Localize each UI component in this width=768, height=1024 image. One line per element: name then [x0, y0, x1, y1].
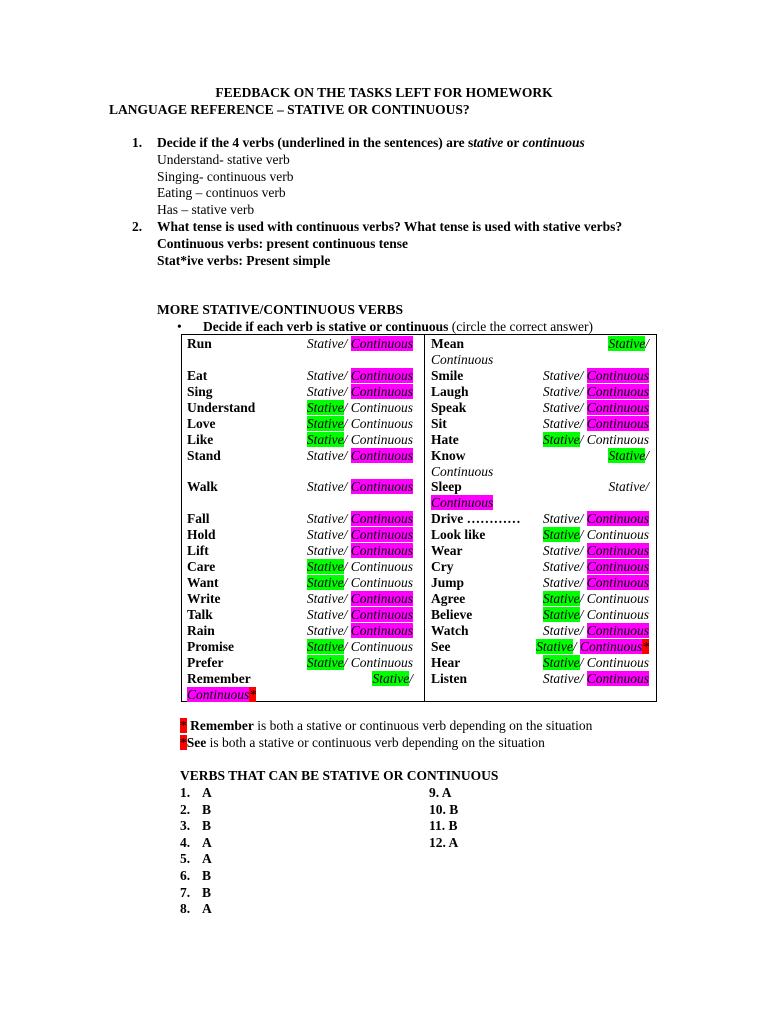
answer-number: 4.	[180, 834, 191, 850]
verb-label: Sit	[431, 416, 447, 431]
verb-label: Walk	[187, 479, 218, 494]
table-cell	[187, 671, 413, 702]
table-cell	[431, 607, 649, 623]
stative-option: Stative	[608, 479, 646, 494]
answer-choice-continued	[187, 687, 256, 703]
answer-item: 11. B	[429, 818, 458, 834]
verb-table	[181, 334, 657, 702]
continuous-option: Continuous	[586, 671, 649, 686]
question-1-answer: Has – stative verb	[157, 202, 255, 217]
stative-option: Stative	[306, 575, 344, 590]
answer-choice: Stative/ Continuous	[542, 400, 649, 415]
continuous-option: Continuous	[350, 591, 413, 606]
answer-choice: Stative/ Continuous	[542, 527, 649, 542]
continuous-option: Continuous	[350, 511, 413, 526]
verb-label: Prefer	[187, 655, 224, 670]
continuous-option: Continuous	[350, 527, 413, 542]
question-1-answer: Eating – continuos verb	[157, 185, 286, 200]
stative-option: Stative	[542, 671, 580, 686]
answer-choice: Stative/ Continuous	[306, 591, 413, 606]
answer-choice: Stative/ Continuous	[542, 607, 649, 622]
answer-choice: Stative/ Continuous	[542, 575, 649, 590]
continuous-option: Continuous	[586, 384, 649, 399]
table-cell	[431, 671, 649, 687]
stative-option: Stative	[542, 607, 580, 622]
section-heading-more-verbs: MORE STATIVE/CONTINUOUS VERBS	[157, 302, 404, 317]
answer-choice: Stative/ Continuous	[542, 416, 649, 431]
table-cell	[187, 623, 413, 639]
verb-label: Understand	[187, 400, 256, 415]
continuous-option: Continuous	[350, 336, 413, 351]
answer-choice: Stative/ Continuous	[306, 511, 413, 526]
answer-choice: Stative/ Continuous	[542, 384, 649, 399]
answer-choice-continued	[431, 495, 493, 511]
verb-label: Sing	[187, 384, 213, 399]
table-cell	[431, 623, 649, 639]
table-cell	[431, 655, 649, 671]
question-1-answer: Singing- continuous verb	[157, 169, 294, 184]
answer-item: 12. A	[429, 834, 459, 850]
verb-label: Love	[187, 416, 216, 431]
continuous-option: Continuous	[350, 416, 413, 431]
answer-choice: Stative/ Continuous	[306, 479, 413, 494]
table-cell	[187, 527, 413, 543]
section-heading-stative-or-continuous: VERBS THAT CAN BE STATIVE OR CONTINUOUS	[180, 768, 499, 783]
verb-label: Eat	[187, 368, 208, 383]
table-divider	[424, 335, 425, 701]
answer-choice: Stative/ Continuous	[542, 671, 649, 686]
continuous-option: Continuous	[187, 687, 250, 702]
table-cell	[187, 591, 413, 607]
continuous-option: Continuous	[586, 591, 649, 606]
instruction: Decide if each verb is stative or continuous (circle the correct answer)	[203, 319, 594, 334]
verb-label: Speak	[431, 400, 467, 415]
answer-choice: Stative/ Continuous	[306, 368, 413, 383]
stative-option: Stative	[306, 527, 344, 542]
verb-label: Hold	[187, 527, 216, 542]
continuous-option: Continuous	[350, 575, 413, 590]
table-cell	[431, 591, 649, 607]
continuous-option: Continuous	[350, 400, 413, 415]
answer-number: 2.	[180, 801, 191, 817]
table-cell	[187, 416, 413, 432]
table-cell	[431, 400, 649, 416]
stative-option: Stative	[542, 368, 580, 383]
verb-label: Rain	[187, 623, 215, 638]
table-cell	[431, 511, 649, 527]
verb-label: Care	[187, 559, 216, 574]
table-cell	[187, 368, 413, 384]
answer-choice: Stative/ Continuous	[542, 511, 649, 526]
continuous-option: Continuous	[350, 448, 413, 463]
stative-option: Stative	[306, 336, 344, 351]
answer-choice: Stative/ Continuous	[542, 591, 649, 606]
answer-choice: Stative/	[608, 479, 649, 494]
table-cell	[187, 400, 413, 416]
answer-choice: Stative/ Continuous	[542, 368, 649, 383]
answer-number: 8.	[180, 901, 191, 917]
verb-label: Like	[187, 432, 214, 447]
question-2-answer: Stat*ive verbs: Present simple	[157, 253, 331, 268]
answer-choice: Stative/ Continuous	[542, 655, 649, 670]
continuous-option: Continuous	[586, 511, 649, 526]
question-2-number: 2.	[132, 219, 143, 234]
stative-option: Stative	[306, 384, 344, 399]
document-title: FEEDBACK ON THE TASKS LEFT FOR HOMEWORK	[215, 85, 553, 100]
continuous-option: Continuous	[350, 559, 413, 574]
answer-choice: Stative/	[372, 671, 413, 686]
stative-option: Stative	[542, 416, 580, 431]
answer-item	[180, 834, 212, 851]
table-cell	[187, 432, 413, 448]
answer-letter: A	[202, 851, 212, 867]
continuous-option: Continuous	[350, 639, 413, 654]
answer-choice: Stative/ Continuous	[306, 623, 413, 638]
answer-choice: Stative/ Continuous	[306, 336, 413, 351]
table-cell	[431, 448, 649, 479]
verb-label: Drive …………	[431, 511, 521, 526]
verb-label: Remember	[187, 671, 251, 686]
question-1-answer: Understand- stative verb	[157, 152, 290, 167]
answer-choice: Stative/ Continuous	[306, 432, 413, 447]
answer-choice: Stative/	[608, 336, 649, 351]
continuous-option: Continuous	[586, 527, 649, 542]
verb-label: Look like	[431, 527, 486, 542]
verb-label: Lift	[187, 543, 209, 558]
verb-label: Wear	[431, 543, 463, 558]
answer-number: 5.	[180, 851, 191, 867]
stative-option: Stative	[542, 511, 580, 526]
answer-choice: Stative/ Continuous	[306, 527, 413, 542]
stative-option: Stative	[608, 448, 646, 463]
table-cell	[431, 543, 649, 559]
stative-option: Stative	[306, 623, 344, 638]
verb-label: Hear	[431, 655, 461, 670]
verb-label: Jump	[431, 575, 465, 590]
stative-option: Stative	[536, 639, 573, 654]
table-cell	[187, 336, 413, 352]
stative-option: Stative	[542, 400, 580, 415]
answer-choice: Stative/ Continuous	[542, 623, 649, 638]
table-cell	[431, 384, 649, 400]
continuous-option: Continuous	[350, 368, 413, 383]
answer-choice: Stative/ Continuous*	[536, 639, 649, 654]
document-subtitle: LANGUAGE REFERENCE – STATIVE OR CONTINUOUS?	[109, 102, 470, 117]
answer-choice: Stative/ Continuous	[306, 639, 413, 654]
answer-item	[180, 817, 211, 834]
table-cell	[187, 607, 413, 623]
stative-option: Stative	[542, 575, 580, 590]
verb-label: Hate	[431, 432, 459, 447]
answer-letter: A	[202, 785, 212, 800]
verb-label: Smile	[431, 368, 464, 383]
stative-option: Stative	[542, 543, 580, 558]
stative-option: Stative	[306, 368, 344, 383]
question-2-text: What tense is used with continuous verbs? What tense is used with stative verbs?	[157, 219, 623, 234]
stative-option: Stative	[608, 336, 646, 351]
answer-choice: Stative/ Continuous	[306, 448, 413, 463]
question-1-number: 1.	[132, 135, 143, 150]
answer-choice: Stative/ Continuous	[306, 400, 413, 415]
answer-item	[180, 900, 212, 917]
stative-option: Stative	[306, 559, 344, 574]
answer-choice: Stative/ Continuous	[306, 559, 413, 574]
note-mark: *	[642, 639, 649, 654]
continuous-option: Continuous	[586, 575, 649, 590]
stative-option: Stative	[542, 559, 580, 574]
continuous-option: Continuous	[431, 352, 494, 367]
answer-item: 9. A	[429, 785, 452, 800]
answer-choice: Stative/ Continuous	[306, 607, 413, 622]
continuous-option: Continuous	[350, 384, 413, 399]
verb-label: Agree	[431, 591, 466, 606]
answer-choice: Stative/ Continuous	[306, 575, 413, 590]
continuous-option: Continuous	[586, 559, 649, 574]
verb-label: See	[431, 639, 451, 654]
verb-label: Laugh	[431, 384, 469, 399]
bullet: •	[177, 319, 182, 334]
answer-item	[180, 784, 212, 801]
answer-choice: Stative/	[608, 448, 649, 463]
stative-option: Stative	[306, 432, 344, 447]
table-cell	[187, 543, 413, 559]
table-cell	[431, 575, 649, 591]
answer-item	[180, 884, 211, 901]
verb-label: Want	[187, 575, 219, 590]
table-cell	[187, 559, 413, 575]
continuous-option: Continuous	[586, 655, 649, 670]
continuous-option: Continuous	[431, 495, 494, 510]
table-cell	[431, 559, 649, 575]
answer-choice: Stative/ Continuous	[306, 384, 413, 399]
stative-option: Stative	[306, 639, 344, 654]
verb-label: Stand	[187, 448, 221, 463]
continuous-option: Continuous	[431, 464, 494, 479]
table-cell	[431, 336, 649, 367]
table-cell	[187, 511, 413, 527]
verb-label: Promise	[187, 639, 234, 654]
stative-option: Stative	[542, 591, 580, 606]
answer-choice: Stative/ Continuous	[306, 655, 413, 670]
table-cell	[187, 448, 413, 464]
stative-option: Stative	[306, 655, 344, 670]
stative-option: Stative	[542, 384, 580, 399]
stative-option: Stative	[372, 671, 410, 686]
stative-option: Stative	[306, 543, 344, 558]
table-cell	[187, 655, 413, 671]
table-cell	[431, 432, 649, 448]
answer-letter: B	[202, 868, 212, 883]
question-1-text: Decide if the 4 verbs (underlined in the sentences) are stative or continuous	[157, 135, 585, 150]
continuous-option: Continuous	[350, 655, 413, 670]
verb-label: Know	[431, 448, 466, 463]
stative-option: Stative	[306, 591, 344, 606]
stative-option: Stative	[542, 655, 580, 670]
answer-choice: Stative/ Continuous	[542, 543, 649, 558]
answer-choice: Stative/ Continuous	[542, 432, 649, 447]
answer-number: 7.	[180, 884, 191, 900]
stative-option: Stative	[306, 448, 344, 463]
answer-letter: B	[202, 801, 212, 817]
note-see: *See is both a stative or continuous verb depending on the situation	[180, 735, 545, 750]
answer-choice: Stative/ Continuous	[306, 543, 413, 558]
answer-item	[180, 850, 212, 867]
table-cell	[431, 639, 649, 655]
answer-letter: B	[202, 818, 212, 834]
continuous-option: Continuous	[586, 543, 649, 558]
continuous-option: Continuous	[586, 432, 649, 447]
answer-letter: A	[202, 901, 212, 917]
answer-number: 6.	[180, 868, 191, 883]
verb-label: Sleep	[431, 479, 462, 494]
table-cell	[187, 479, 413, 495]
verb-label: Talk	[187, 607, 213, 622]
continuous-option: Continuous	[586, 368, 649, 383]
continuous-option: Continuous	[350, 623, 413, 638]
note-mark: *	[249, 687, 257, 702]
stative-option: Stative	[542, 527, 580, 542]
stative-option: Stative	[306, 400, 344, 415]
table-cell	[187, 384, 413, 400]
answer-letter: A	[202, 834, 212, 850]
answer-item	[180, 801, 211, 818]
stative-option: Stative	[542, 432, 580, 447]
note-remember: * Remember is both a stative or continuous verb depending on the situation	[180, 718, 593, 733]
continuous-option: Continuous	[579, 639, 643, 654]
answer-choice: Stative/ Continuous	[306, 416, 413, 431]
continuous-option: Continuous	[350, 543, 413, 558]
question-2-answer: Continuous verbs: present continuous tense	[157, 236, 409, 251]
answer-letter: B	[202, 884, 212, 900]
table-cell	[431, 368, 649, 384]
stative-option: Stative	[306, 416, 344, 431]
verb-label: Fall	[187, 511, 210, 526]
answer-number: 3.	[180, 818, 191, 834]
verb-label: Listen	[431, 671, 468, 686]
continuous-option: Continuous	[350, 607, 413, 622]
answer-choice-continued	[431, 464, 493, 480]
verb-label: Cry	[431, 559, 454, 574]
continuous-option: Continuous	[586, 623, 649, 638]
continuous-option: Continuous	[350, 479, 413, 494]
verb-label: Write	[187, 591, 221, 606]
stative-option: Stative	[306, 607, 344, 622]
continuous-option: Continuous	[586, 416, 649, 431]
verb-label: Watch	[431, 623, 469, 638]
answer-choice-continued	[431, 352, 493, 368]
table-cell	[431, 527, 649, 543]
stative-option: Stative	[306, 511, 344, 526]
verb-label: Mean	[431, 336, 464, 351]
answer-choice: Stative/ Continuous	[542, 559, 649, 574]
answer-item: 10. B	[429, 801, 459, 817]
answer-item	[180, 867, 211, 884]
table-cell	[431, 416, 649, 432]
stative-option: Stative	[542, 623, 580, 638]
stative-option: Stative	[306, 479, 344, 494]
verb-label: Believe	[431, 607, 473, 622]
continuous-option: Continuous	[586, 607, 649, 622]
verb-label: Run	[187, 336, 212, 351]
table-cell	[187, 575, 413, 591]
continuous-option: Continuous	[586, 400, 649, 415]
table-cell	[187, 639, 413, 655]
table-cell	[431, 479, 649, 510]
continuous-option: Continuous	[350, 432, 413, 447]
answer-number: 1.	[180, 785, 191, 800]
